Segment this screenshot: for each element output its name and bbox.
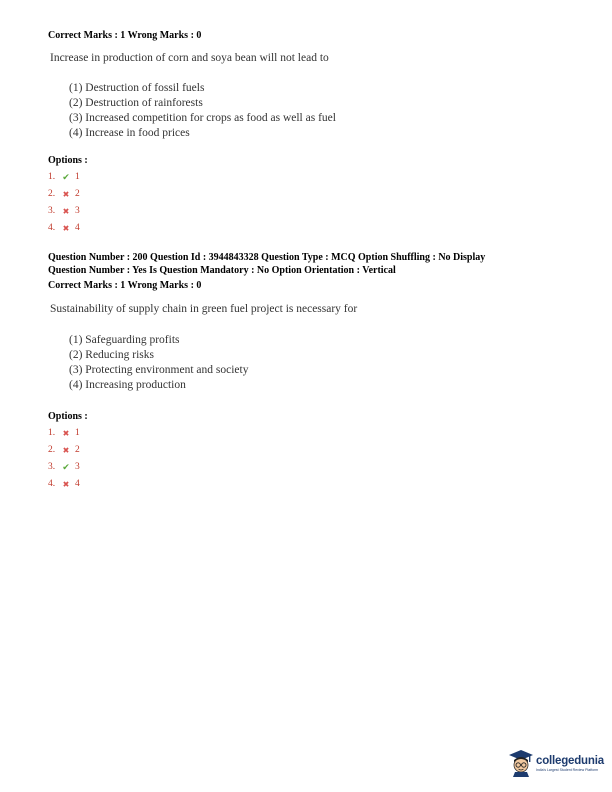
q199-choices bbox=[69, 81, 336, 141]
option-value: 4 bbox=[75, 223, 80, 233]
logo-tagline: India's Largest Student Review Platform bbox=[536, 767, 599, 772]
logo-text bbox=[536, 755, 604, 772]
q200-option bbox=[48, 476, 80, 493]
option-number: 1. bbox=[48, 428, 56, 438]
cross-icon: ✖ bbox=[62, 207, 70, 216]
option-number: 2. bbox=[48, 445, 56, 455]
option-value: 4 bbox=[75, 479, 80, 489]
option-number: 1. bbox=[48, 172, 56, 182]
cross-icon: ✖ bbox=[62, 190, 70, 199]
option-value: 2 bbox=[75, 189, 80, 199]
q200-choice: (3) Protecting environment and society bbox=[69, 364, 249, 376]
option-number: 3. bbox=[48, 206, 56, 216]
q200-option bbox=[48, 459, 80, 476]
cross-icon: ✖ bbox=[62, 480, 70, 489]
check-icon: ✔ bbox=[62, 172, 70, 182]
cross-icon: ✖ bbox=[62, 446, 70, 455]
check-icon: ✔ bbox=[62, 462, 70, 472]
q199-choice: (1) Destruction of fossil fuels bbox=[69, 82, 205, 94]
q199-option bbox=[48, 220, 80, 237]
q199-option bbox=[48, 203, 80, 220]
option-number: 3. bbox=[48, 462, 56, 472]
q200-options-label: Options : bbox=[48, 411, 88, 422]
option-value: 1 bbox=[75, 172, 80, 182]
option-number: 4. bbox=[48, 479, 56, 489]
q200-question-text: Sustainability of supply chain in green fuel project is necessary for bbox=[50, 303, 358, 315]
graduate-mascot-icon bbox=[508, 748, 534, 778]
q200-choice: (2) Reducing risks bbox=[69, 349, 154, 361]
q199-options-label: Options : bbox=[48, 155, 88, 166]
q200-option bbox=[48, 425, 80, 442]
q199-choice: (3) Increased competition for crops as food as well as fuel bbox=[69, 112, 336, 124]
q199-option bbox=[48, 169, 80, 186]
q200-option bbox=[48, 442, 80, 459]
option-number: 2. bbox=[48, 189, 56, 199]
option-value: 1 bbox=[75, 428, 80, 438]
q200-options-list bbox=[48, 425, 80, 493]
q200-choices bbox=[69, 333, 248, 393]
q200-meta-line-2: Question Number : Yes Is Question Mandatory : No Option Orientation : Vertical bbox=[48, 265, 396, 276]
option-value: 3 bbox=[75, 206, 80, 216]
q199-choice: (4) Increase in food prices bbox=[69, 127, 190, 139]
option-value: 3 bbox=[75, 462, 80, 472]
collegedunia-logo bbox=[508, 748, 604, 778]
q200-choice: (1) Safeguarding profits bbox=[69, 334, 180, 346]
option-number: 4. bbox=[48, 223, 56, 233]
option-value: 2 bbox=[75, 445, 80, 455]
q199-question-text: Increase in production of corn and soya bean will not lead to bbox=[50, 52, 329, 64]
cross-icon: ✖ bbox=[62, 224, 70, 233]
q200-marks: Correct Marks : 1 Wrong Marks : 0 bbox=[48, 280, 202, 291]
q200-meta-line-1: Question Number : 200 Question Id : 3944843328 Question Type : MCQ Option Shuffling : No Display bbox=[48, 252, 486, 263]
q199-option bbox=[48, 186, 80, 203]
q199-options-list bbox=[48, 169, 80, 237]
q199-choice: (2) Destruction of rainforests bbox=[69, 97, 203, 109]
q200-choice: (4) Increasing production bbox=[69, 379, 186, 391]
logo-name: collegedunia bbox=[536, 754, 604, 767]
cross-icon: ✖ bbox=[62, 429, 70, 438]
q199-marks: Correct Marks : 1 Wrong Marks : 0 bbox=[48, 30, 202, 41]
